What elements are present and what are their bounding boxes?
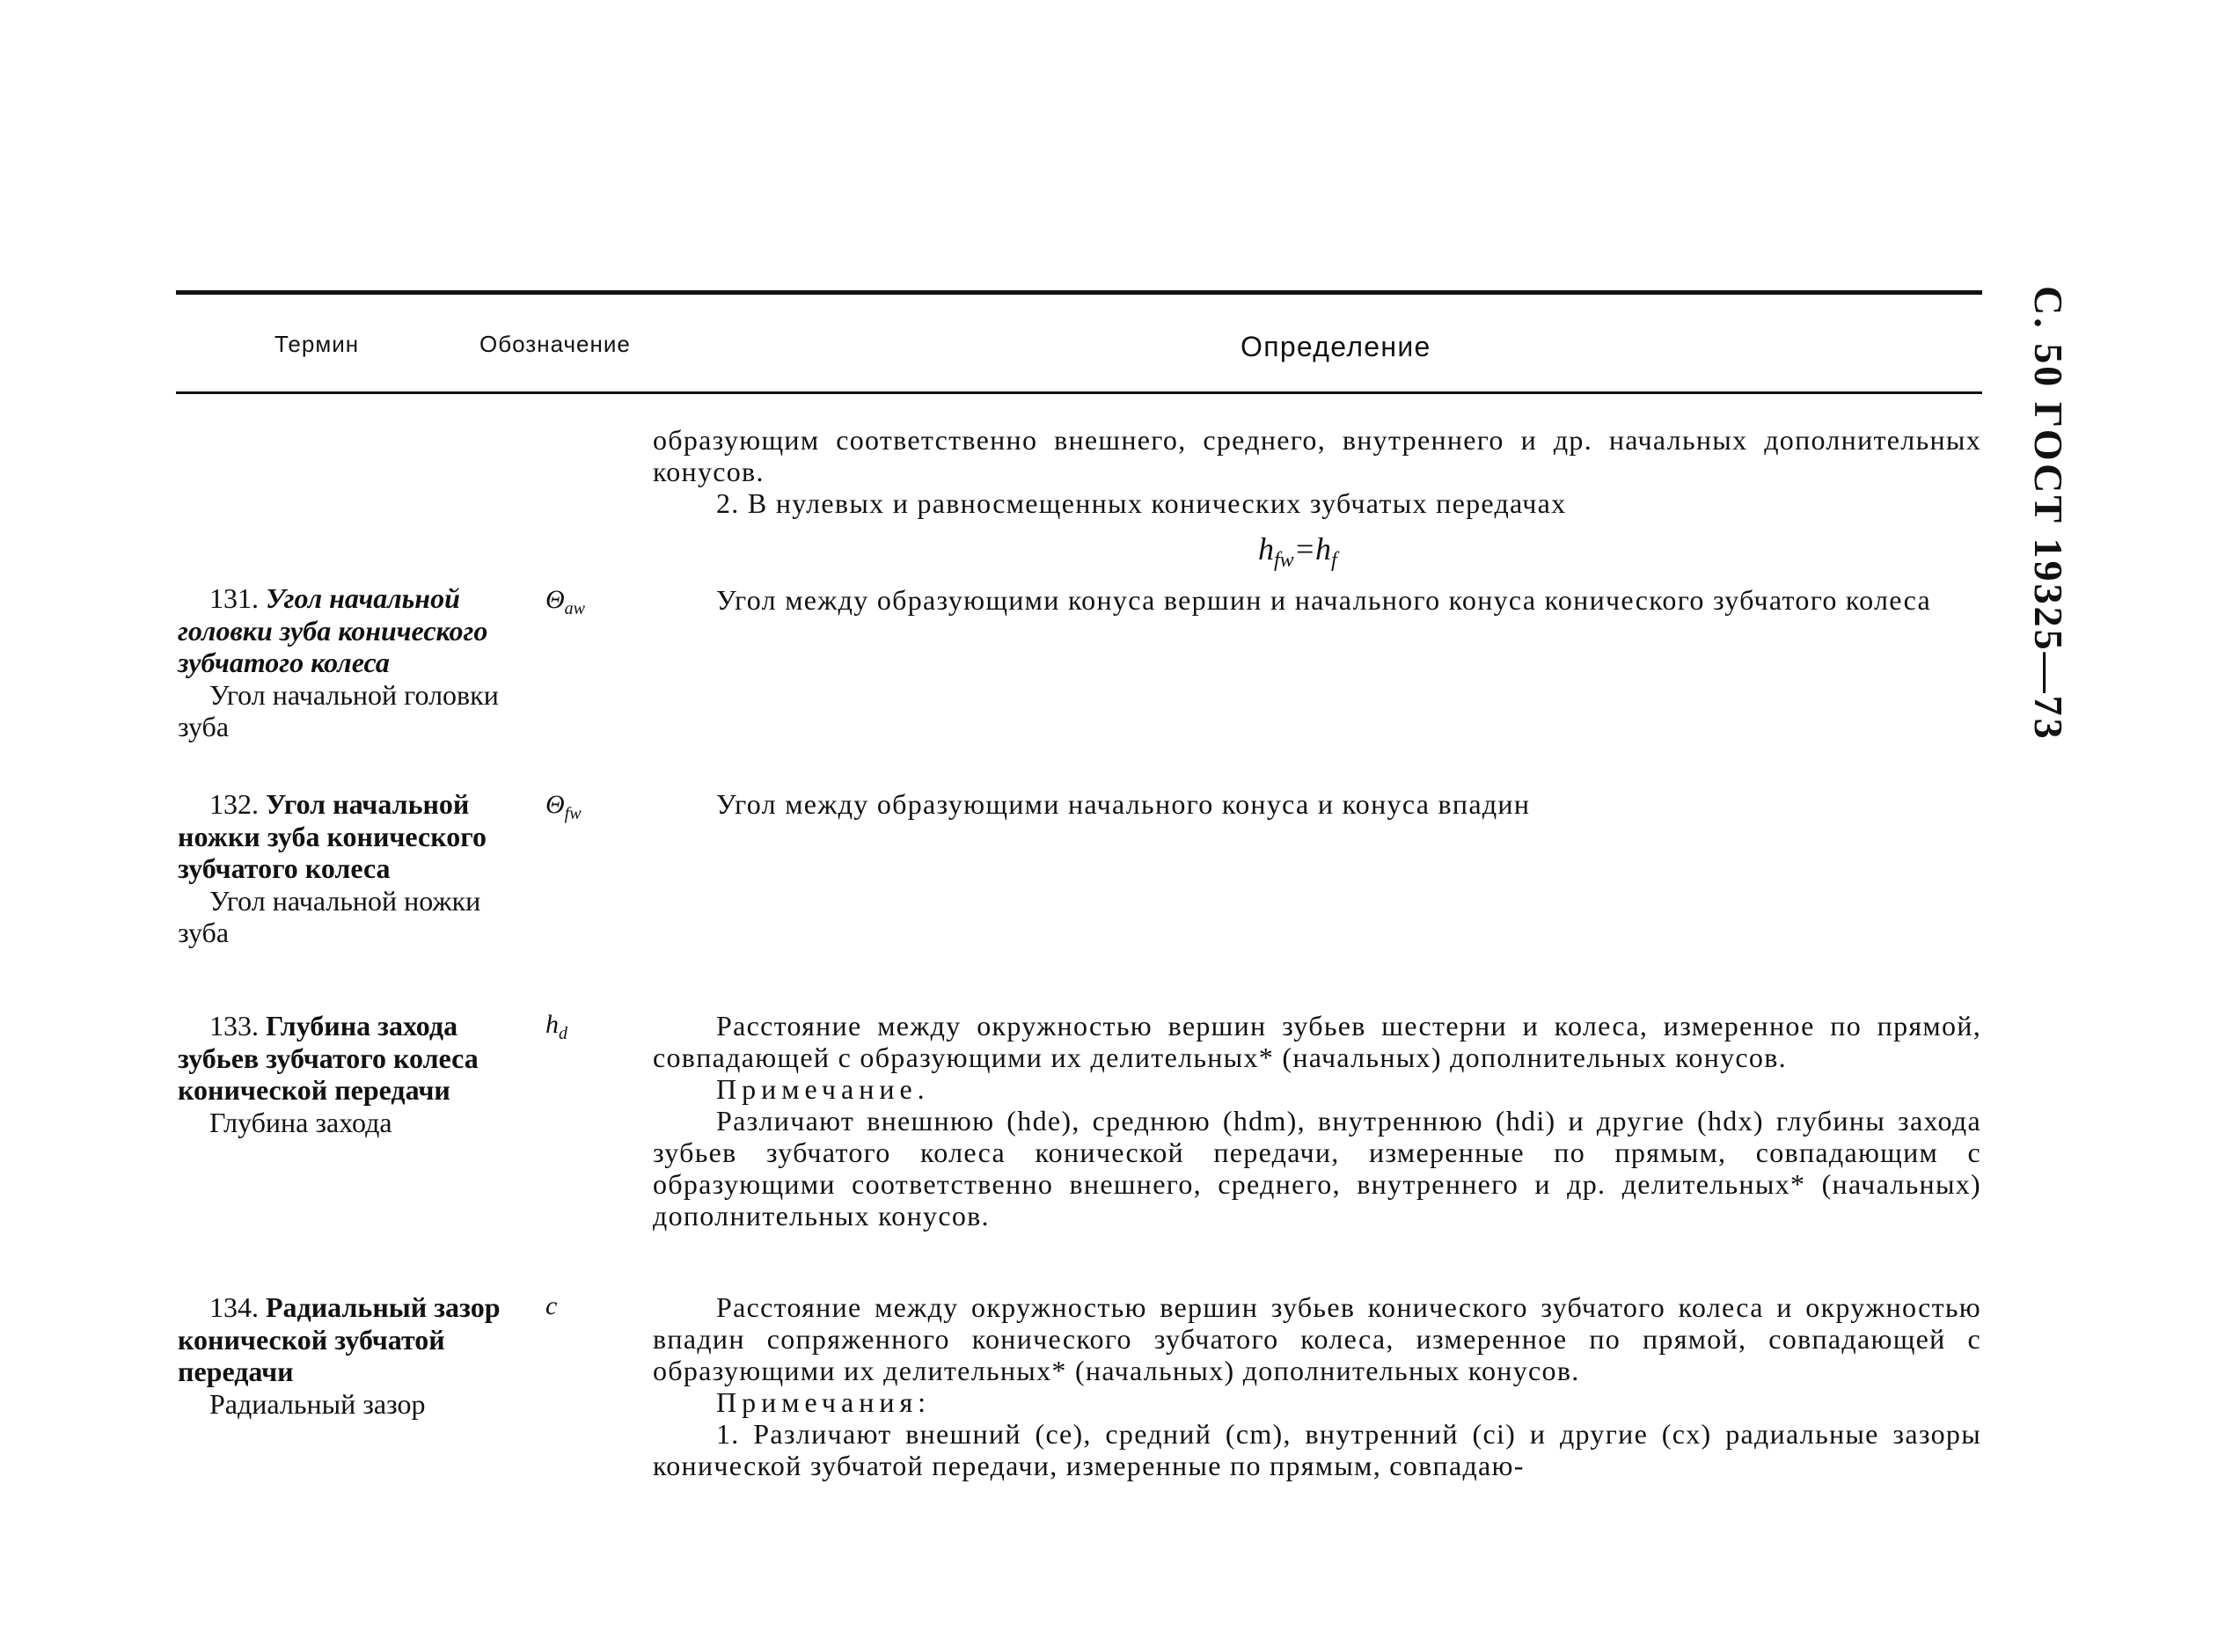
note-text: 1. Различают внешний (ce), средний (cm), внутренний (ci) и другие (cx) радиальные зазоры конической зубчатой передачи, измеренные по прямым, совпадаю- [653,1418,1981,1481]
note-text: Различают внешнюю (hde), среднюю (hdm), внутреннюю (hdi) и другие (hdx) глубины захода зубьев зубчатого колеса конической передачи, измеренные по прямым, совпадающим с образующими соответственно внешнего, среднего, внутреннего и др. делительных* (начальных) дополнительных конусов. [653,1105,1981,1232]
page-label: С. 50 ГОСТ 19325—73 [2026,286,2071,742]
term-number: 134. [209,1291,259,1323]
definition-text: Расстояние между окружностью вершин зубьев шестерни и колеса, измеренное по прямой, совпадающей с образующими их делительных* (начальных) дополнительных конусов. [653,1010,1981,1073]
column-header-definition: Определение [1241,331,1431,362]
term-name: Глубина захода зубьев зубчатого колеса конической передачи [178,1010,479,1106]
symbol-133: $h_d$ [545,1010,567,1043]
term-short: Глубина захода [209,1106,392,1138]
definition-text: Угол между образующими начального конуса и конуса впадин [716,788,1531,820]
term-133 [178,1010,503,1138]
table-top-rule [176,290,1982,295]
term-short: Угол начальной ножки зуба [178,884,481,948]
term-name: Угол начальной головки зуба конического зубчатого колеса [178,582,488,678]
symbol-131: $\Theta_{aw}$ [545,585,586,618]
term-short: Радиальный зазор [209,1387,426,1420]
definition-132 [653,788,1981,820]
definition-text: Расстояние между окружностью вершин зубьев конического зубчатого колеса и окружностью впадин сопряженного конического зубчатого колеса, измеренное по прямой, совпадающей с образующими их делительных* (начальных) дополнительных конусов. [653,1291,1981,1386]
symbol-132: $\Theta_{fw}$ [545,790,582,823]
term-number: 131. [209,582,259,614]
definition-134 [653,1291,1981,1481]
note-title: Примечание. [716,1073,930,1105]
continuation-p2: 2. В нулевых и равносмещенных конических зубчатых передачах [716,487,1567,519]
formula-text: $h_{fw}=h_f$ [1258,531,1337,573]
term-132 [178,788,503,949]
continuation-p1: образующим соответственно внешнего, среднего, внутреннего и др. начальных дополнительных конусов. [653,424,1981,487]
term-number: 133. [209,1010,259,1042]
formula [1258,530,1337,573]
term-name: Радиальный зазор конической зубчатой передачи [178,1291,501,1387]
table-header-rule [176,391,1982,394]
term-131 [178,582,503,743]
column-header-term: Термин [274,331,360,357]
symbol-134: c [545,1291,558,1320]
term-number: 132. [209,788,259,820]
term-134 [178,1291,503,1420]
definition-133 [653,1010,1981,1232]
note-title: Примечания: [716,1386,932,1418]
column-header-symbol: Обозначение [479,331,631,357]
definition-131 [653,584,1981,616]
continuation-definition [653,424,1981,519]
term-short: Угол начальной головки зуба [178,678,499,742]
term-name: Угол начальной ножки зуба конического зубчатого колеса [178,788,487,884]
definition-text: Угол между образующими конуса вершин и начального конуса конического зубчатого колеса [716,584,1931,616]
